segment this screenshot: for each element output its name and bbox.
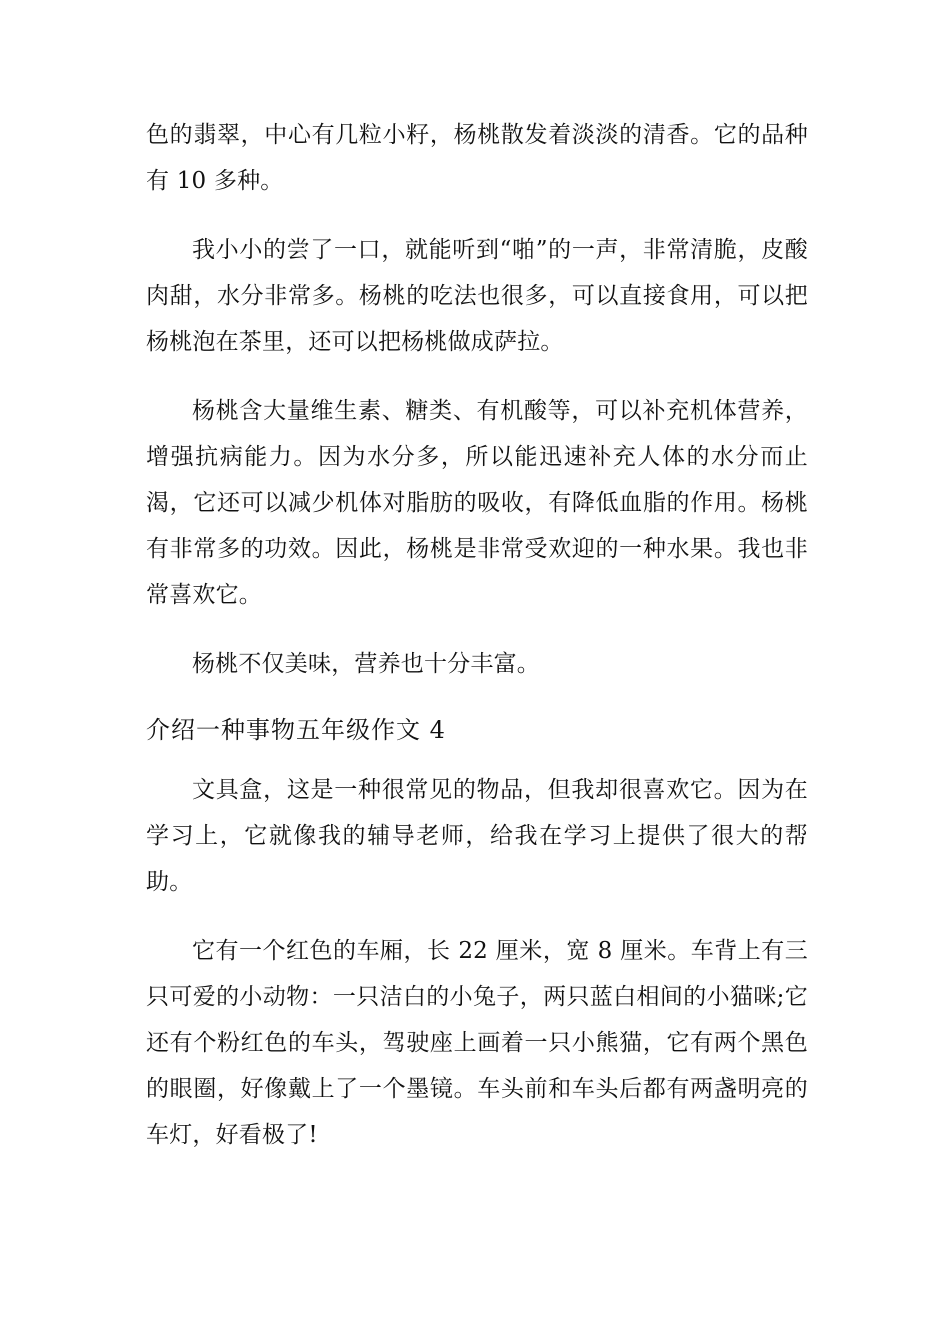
paragraph-continued: 色的翡翠，中心有几粒小籽，杨桃散发着淡淡的清香。它的品种有 10 多种。 xyxy=(146,122,808,194)
paragraph-description: 它有一个红色的车厢，长 22 厘米，宽 8 厘米。车背上有三只可爱的小动物：一只洁白的小兔子，两只蓝白相间的小猫咪;它还有个粉红色的车头，驾驶座上画着一只小熊猫，它有两个黑色的眼圈，好像戴上了一个墨镜。车头前和车头后都有两盏明亮的车灯，好看极了! xyxy=(146,938,808,1148)
paragraph-tasting: 我小小的尝了一口，就能听到“啪”的一声，非常清脆，皮酸肉甜，水分非常多。杨桃的吃法也很多，可以直接食用，可以把杨桃泡在茶里，还可以把杨桃做成萨拉。 xyxy=(146,237,808,355)
paragraph-nutrition: 杨桃含大量维生素、糖类、有机酸等，可以补充机体营养，增强抗病能力。因为水分多，所以能迅速补充人体的水分而止渴，它还可以减少机体对脂肪的吸收，有降低血脂的作用。杨桃有非常多的功效。因此，杨桃是非常受欢迎的一种水果。我也非常喜欢它。 xyxy=(146,398,808,608)
essay-heading: 介绍一种事物五年级作文 4 xyxy=(146,716,446,744)
paragraph-conclusion: 杨桃不仅美味，营养也十分丰富。 xyxy=(192,651,540,677)
document-body xyxy=(146,112,808,1158)
paragraph-intro: 文具盒，这是一种很常见的物品，但我却很喜欢它。因为在学习上，它就像我的辅导老师，给我在学习上提供了很大的帮助。 xyxy=(146,777,808,895)
